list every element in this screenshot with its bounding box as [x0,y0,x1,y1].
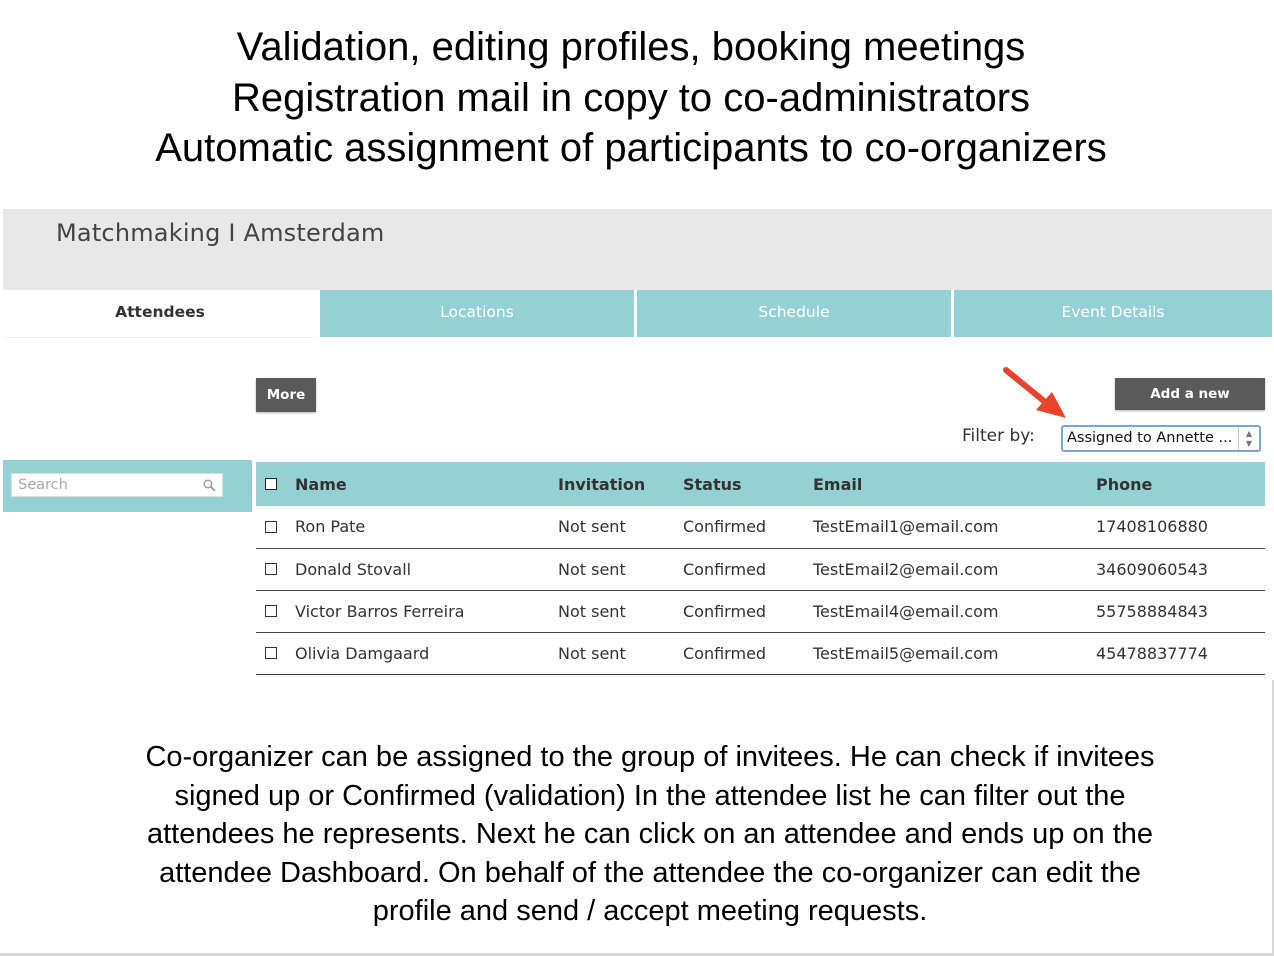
description-line: signed up or Confirmed (validation) In the attendee list he can filter out the [174,779,1126,812]
row-checkbox[interactable] [265,647,277,659]
search-panel [3,460,252,512]
search-placeholder: Search [18,477,68,493]
description-line: profile and send / accept meeting requests. [372,895,928,927]
attendee-name[interactable]: Donald Stovall [295,559,412,579]
attendee-status: Confirmed [683,601,767,621]
app-title: Matchmaking I Amsterdam [56,219,385,247]
attendee-email: TestEmail1@email.com [813,517,999,537]
select-all-checkbox[interactable] [265,478,277,490]
tab-schedule[interactable]: Schedule [637,290,951,337]
attendee-invitation: Not sent [558,559,626,579]
attendee-status: Confirmed [683,643,767,663]
select-arrows-icon: ▲ ▼ [1238,427,1259,450]
attendee-status: Confirmed [683,517,767,537]
attendee-table [256,462,1265,675]
app-header [3,209,1272,290]
filter-select[interactable] [1061,425,1261,452]
attendee-email: TestEmail5@email.com [813,643,999,663]
attendee-phone: 45478837774 [1096,643,1208,663]
slide-title-line: Validation, editing profiles, booking meetings [236,25,1026,69]
annotation-arrow-icon [1000,364,1072,422]
column-header-status[interactable]: Status [683,474,742,494]
attendee-phone: 34609060543 [1096,559,1208,579]
row-checkbox[interactable] [265,521,277,533]
column-header-invitation[interactable]: Invitation [558,474,646,494]
search-input[interactable] [11,473,223,497]
slide-title [0,22,1262,174]
column-header-name[interactable]: Name [295,474,347,494]
attendee-email: TestEmail4@email.com [813,601,999,621]
search-icon [203,479,216,492]
attendee-status: Confirmed [683,559,767,579]
description-line: attendees he represents. Next he can click on an attendee and ends up on the [146,818,1154,850]
attendee-phone: 55758884843 [1096,601,1208,621]
row-checkbox[interactable] [265,563,277,575]
slide-title-line: Automatic assignment of participants to co-organizers [155,126,1107,170]
tab-bar [3,290,1272,337]
table-header-row [256,462,1265,506]
attendee-name[interactable]: Olivia Damgaard [295,643,430,663]
attendee-phone: 17408106880 [1096,517,1208,537]
column-header-email[interactable]: Email [813,474,863,494]
table-row[interactable] [256,632,1265,674]
row-checkbox[interactable] [265,605,277,617]
table-row[interactable] [256,548,1265,590]
attendee-name[interactable]: Victor Barros Ferreira [295,601,465,621]
table-row[interactable] [256,590,1265,632]
attendee-invitation: Not sent [558,601,626,621]
filter-label: Filter by: [962,426,1035,446]
attendee-email: TestEmail2@email.com [813,559,999,579]
slide-description [0,738,1274,931]
table-row[interactable] [256,506,1265,548]
more-button[interactable]: More [256,378,316,412]
filter-selected-value: Assigned to Annette ... [1067,430,1233,446]
attendee-invitation: Not sent [558,643,626,663]
tab-attendees[interactable]: Attendees [3,290,317,338]
column-header-phone[interactable]: Phone [1096,474,1153,494]
slide-title-line: Registration mail in copy to co-administrators [231,75,1031,120]
description-line: attendee Dashboard. On behalf of the attendee the co-organizer can edit the [159,856,1141,889]
tab-event-details[interactable]: Event Details [954,290,1272,337]
attendee-name[interactable]: Ron Pate [295,517,366,537]
attendee-invitation: Not sent [558,517,626,537]
add-attendee-button[interactable]: Add a new [1115,378,1265,410]
description-line: Co-organizer can be assigned to the group of invitees. He can check if invitees [145,741,1155,773]
tab-locations[interactable]: Locations [320,290,634,337]
